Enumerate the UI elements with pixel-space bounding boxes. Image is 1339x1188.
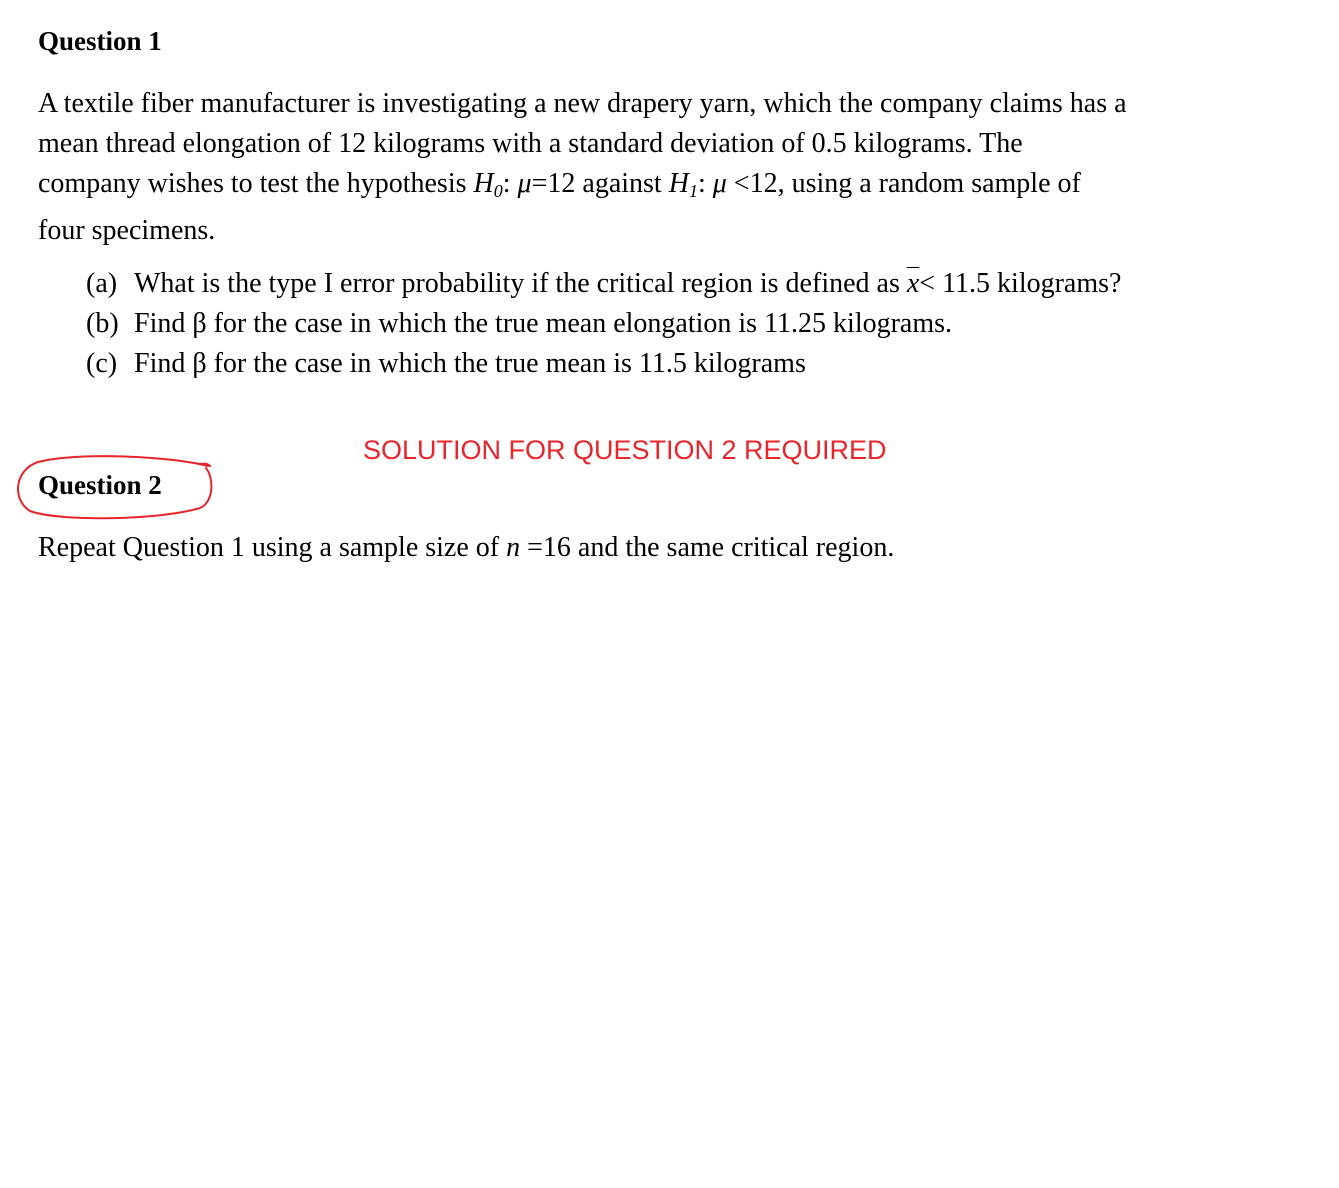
- alt-hypothesis-value: <12, using a random sample of: [726, 168, 1081, 199]
- question-2-body: [38, 528, 894, 568]
- question-1-body: [38, 84, 1308, 251]
- part-label: (b): [86, 308, 119, 339]
- question-1-parts: [86, 264, 1121, 384]
- alt-hypothesis-symbol: H: [668, 168, 689, 199]
- part-a: [86, 264, 1121, 304]
- part-a-text-end: < 11.5 kilograms?: [919, 268, 1122, 299]
- question-1-line-4: four specimens.: [38, 215, 216, 246]
- part-c: [86, 344, 1121, 384]
- x-bar-symbol: $\overline{x}$: [906, 268, 920, 299]
- null-hypothesis-value: =12 against: [531, 168, 669, 199]
- mu-symbol-2: μ: [712, 168, 727, 199]
- question-1-heading: Question 1: [38, 26, 162, 56]
- question-2-text-end: =16 and the same critical region.: [520, 532, 895, 563]
- question-2-text: Repeat Question 1 using a sample size of: [38, 532, 507, 563]
- question-1-line-1: A textile fiber manufacturer is investigating a new drapery yarn, which the company claims has a: [38, 88, 1127, 119]
- part-label: (a): [86, 268, 118, 299]
- question-2-heading: Question 2: [38, 470, 162, 500]
- part-a-text: What is the type I error probability if the critical region is defined as: [134, 268, 907, 299]
- part-b: [86, 304, 1121, 344]
- mu-symbol-1: μ: [517, 168, 532, 199]
- question-1-line-3: [38, 164, 1308, 211]
- colon-1: :: [502, 168, 518, 199]
- part-c-text: Find β for the case in which the true mean is 11.5 kilograms: [134, 348, 806, 379]
- colon-2: :: [697, 168, 713, 199]
- question-1-line-2: mean thread elongation of 12 kilograms with a standard deviation of 0.5 kilograms. The: [38, 128, 1023, 159]
- n-symbol: n: [506, 532, 521, 563]
- alt-hypothesis-subscript: 1: [688, 181, 698, 201]
- part-b-text: Find β for the case in which the true mean elongation is 11.25 kilograms.: [134, 308, 953, 339]
- part-label: (c): [86, 348, 118, 379]
- hypothesis-intro: company wishes to test the hypothesis: [38, 168, 474, 199]
- null-hypothesis-symbol: H: [473, 168, 494, 199]
- null-hypothesis-subscript: 0: [493, 181, 503, 201]
- solution-request-note: SOLUTION FOR QUESTION 2 REQUIRED: [363, 435, 887, 465]
